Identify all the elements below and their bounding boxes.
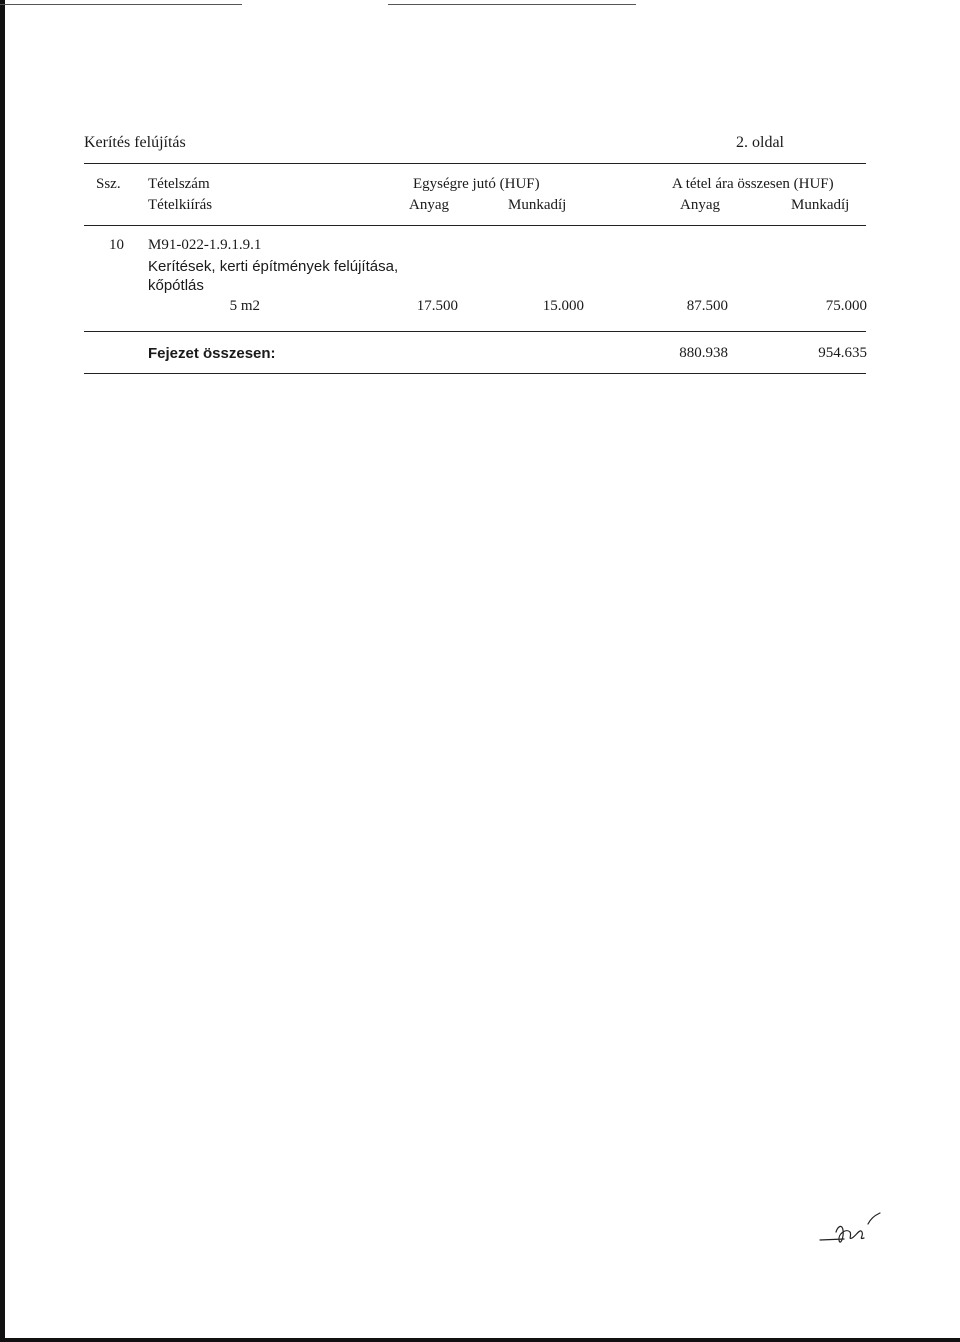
item-description: Kerítések, kerti építmények felújítása, xyxy=(148,258,399,275)
document-title: Kerítés felújítás xyxy=(84,134,186,151)
column-header-tetelkiiras: Tételkiírás xyxy=(148,197,213,213)
column-header-total-munkadij: Munkadíj xyxy=(791,197,850,213)
summary-bottom-rule xyxy=(84,373,866,374)
column-header-ssz: Ssz. xyxy=(96,176,121,192)
column-header-unit-munkadij: Munkadíj xyxy=(508,197,567,213)
chapter-total-anyag: 880.938 xyxy=(679,345,728,361)
column-header-unit-anyag: Anyag xyxy=(409,197,449,213)
item-unit-anyag: 17.500 xyxy=(416,298,458,314)
scan-border-left xyxy=(0,0,5,1342)
item-unit-munkadij: 15.000 xyxy=(542,298,584,314)
item-total-anyag: 87.500 xyxy=(686,298,728,314)
item-description-cont: kőpótlás xyxy=(148,277,204,294)
item-bottom-rule xyxy=(84,331,866,332)
item-total-munkadij: 75.000 xyxy=(825,298,867,314)
page-number: 2. oldal xyxy=(736,134,784,151)
item-quantity: 5 m2 xyxy=(229,298,260,314)
scan-border-bottom xyxy=(0,1338,960,1342)
item-code: M91-022-1.9.1.9.1 xyxy=(148,237,262,253)
chapter-total-label: Fejezet összesen: xyxy=(148,345,276,362)
header-bottom-rule xyxy=(84,225,866,226)
column-header-tetelszam: Tételszám xyxy=(148,176,210,192)
scan-line xyxy=(388,4,636,5)
column-header-total-price: A tétel ára összesen (HUF) xyxy=(672,176,834,192)
signature-mark xyxy=(818,1210,882,1254)
column-header-total-anyag: Anyag xyxy=(680,197,720,213)
column-header-unit-price: Egységre jutó (HUF) xyxy=(413,176,540,192)
scan-line xyxy=(0,4,242,5)
chapter-total-munkadij: 954.635 xyxy=(818,345,867,361)
header-top-rule xyxy=(84,163,866,164)
item-ssz: 10 xyxy=(109,237,124,253)
